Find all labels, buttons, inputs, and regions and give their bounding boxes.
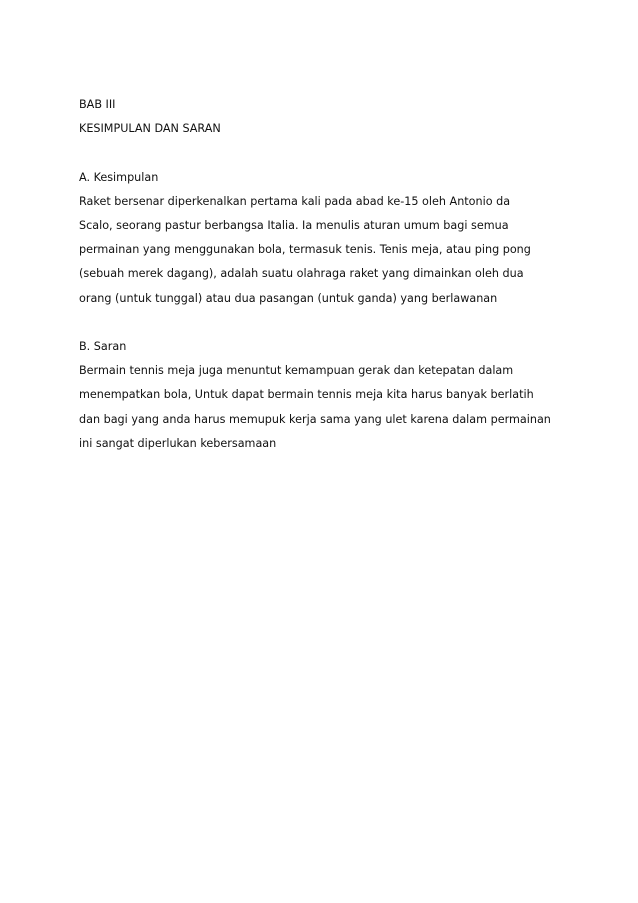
paragraph-line: Raket bersenar diperkenalkan pertama kali pada abad ke-15 oleh Antonio da: [79, 194, 511, 208]
chapter-label: BAB III: [79, 98, 116, 111]
chapter-title: KESIMPULAN DAN SARAN: [79, 122, 221, 136]
section-b-heading: B. Saran: [79, 340, 127, 353]
paragraph-line: orang (untuk tunggal) atau dua pasangan (untuk ganda) yang berlawanan: [79, 291, 498, 305]
paragraph-line: ini sangat diperlukan kebersamaan: [79, 436, 277, 450]
blank-line: [79, 311, 579, 335]
paragraph-line: Bermain tennis meja juga menuntut kemampuan gerak dan ketepatan dalam: [79, 364, 514, 378]
paragraph-line: permainan yang menggunakan bola, termasuk tenis. Tenis meja, atau ping pong: [79, 243, 531, 257]
document-body: [79, 93, 579, 456]
paragraph-line: dan bagi yang anda harus memupuk kerja sama yang ulet karena dalam permainan: [79, 412, 551, 426]
paragraph-line: Scalo, seorang pastur berbangsa Italia. Ia menulis aturan umum bagi semua: [79, 219, 509, 232]
section-a-paragraph: [79, 190, 579, 311]
section-b-paragraph: [79, 359, 579, 456]
section-a-heading: A. Kesimpulan: [79, 170, 159, 184]
paragraph-line: (sebuah merek dagang), adalah suatu olahraga raket yang dimainkan oleh dua: [79, 267, 524, 281]
paragraph-line: menempatkan bola, Untuk dapat bermain tennis meja kita harus banyak berlatih: [79, 388, 534, 402]
blank-line: [79, 141, 579, 165]
